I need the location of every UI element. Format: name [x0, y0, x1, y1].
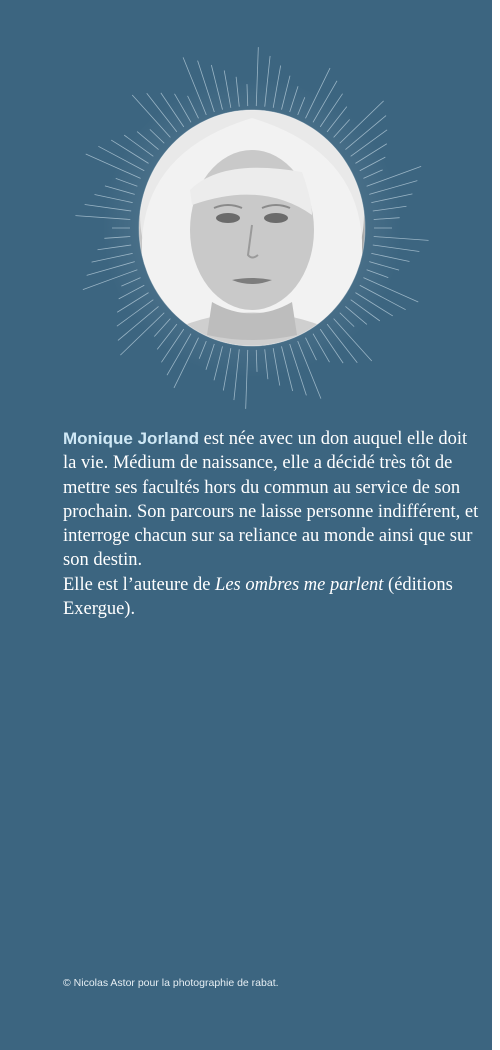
- bio-paragraph-2-prefix: Elle est l’auteure de: [63, 574, 216, 595]
- author-bio: [63, 427, 483, 621]
- page-edge: [492, 0, 500, 1050]
- author-name: Monique Jorland: [63, 429, 199, 448]
- author-portrait: [62, 40, 442, 420]
- bio-paragraph-1: [63, 427, 483, 573]
- bio-paragraph-2: [63, 573, 483, 622]
- bio-paragraph-2-suffix: (éditions Exergue).: [63, 574, 453, 620]
- photo-credit: © Nicolas Astor pour la photographie de rabat.: [63, 977, 279, 989]
- portrait-area: [62, 40, 442, 420]
- book-title: Les ombres me parlent: [215, 574, 384, 595]
- bio-paragraph-1-text: est née avec un don auquel elle doit la vie. Médium de naissance, elle a décidé très tôt de mettre ses facultés hors du commun au service de son prochain. Son parcours ne laisse personne indifférent, et interroge chacun sur sa reliance au monde ainsi que sur son destin.: [63, 429, 479, 571]
